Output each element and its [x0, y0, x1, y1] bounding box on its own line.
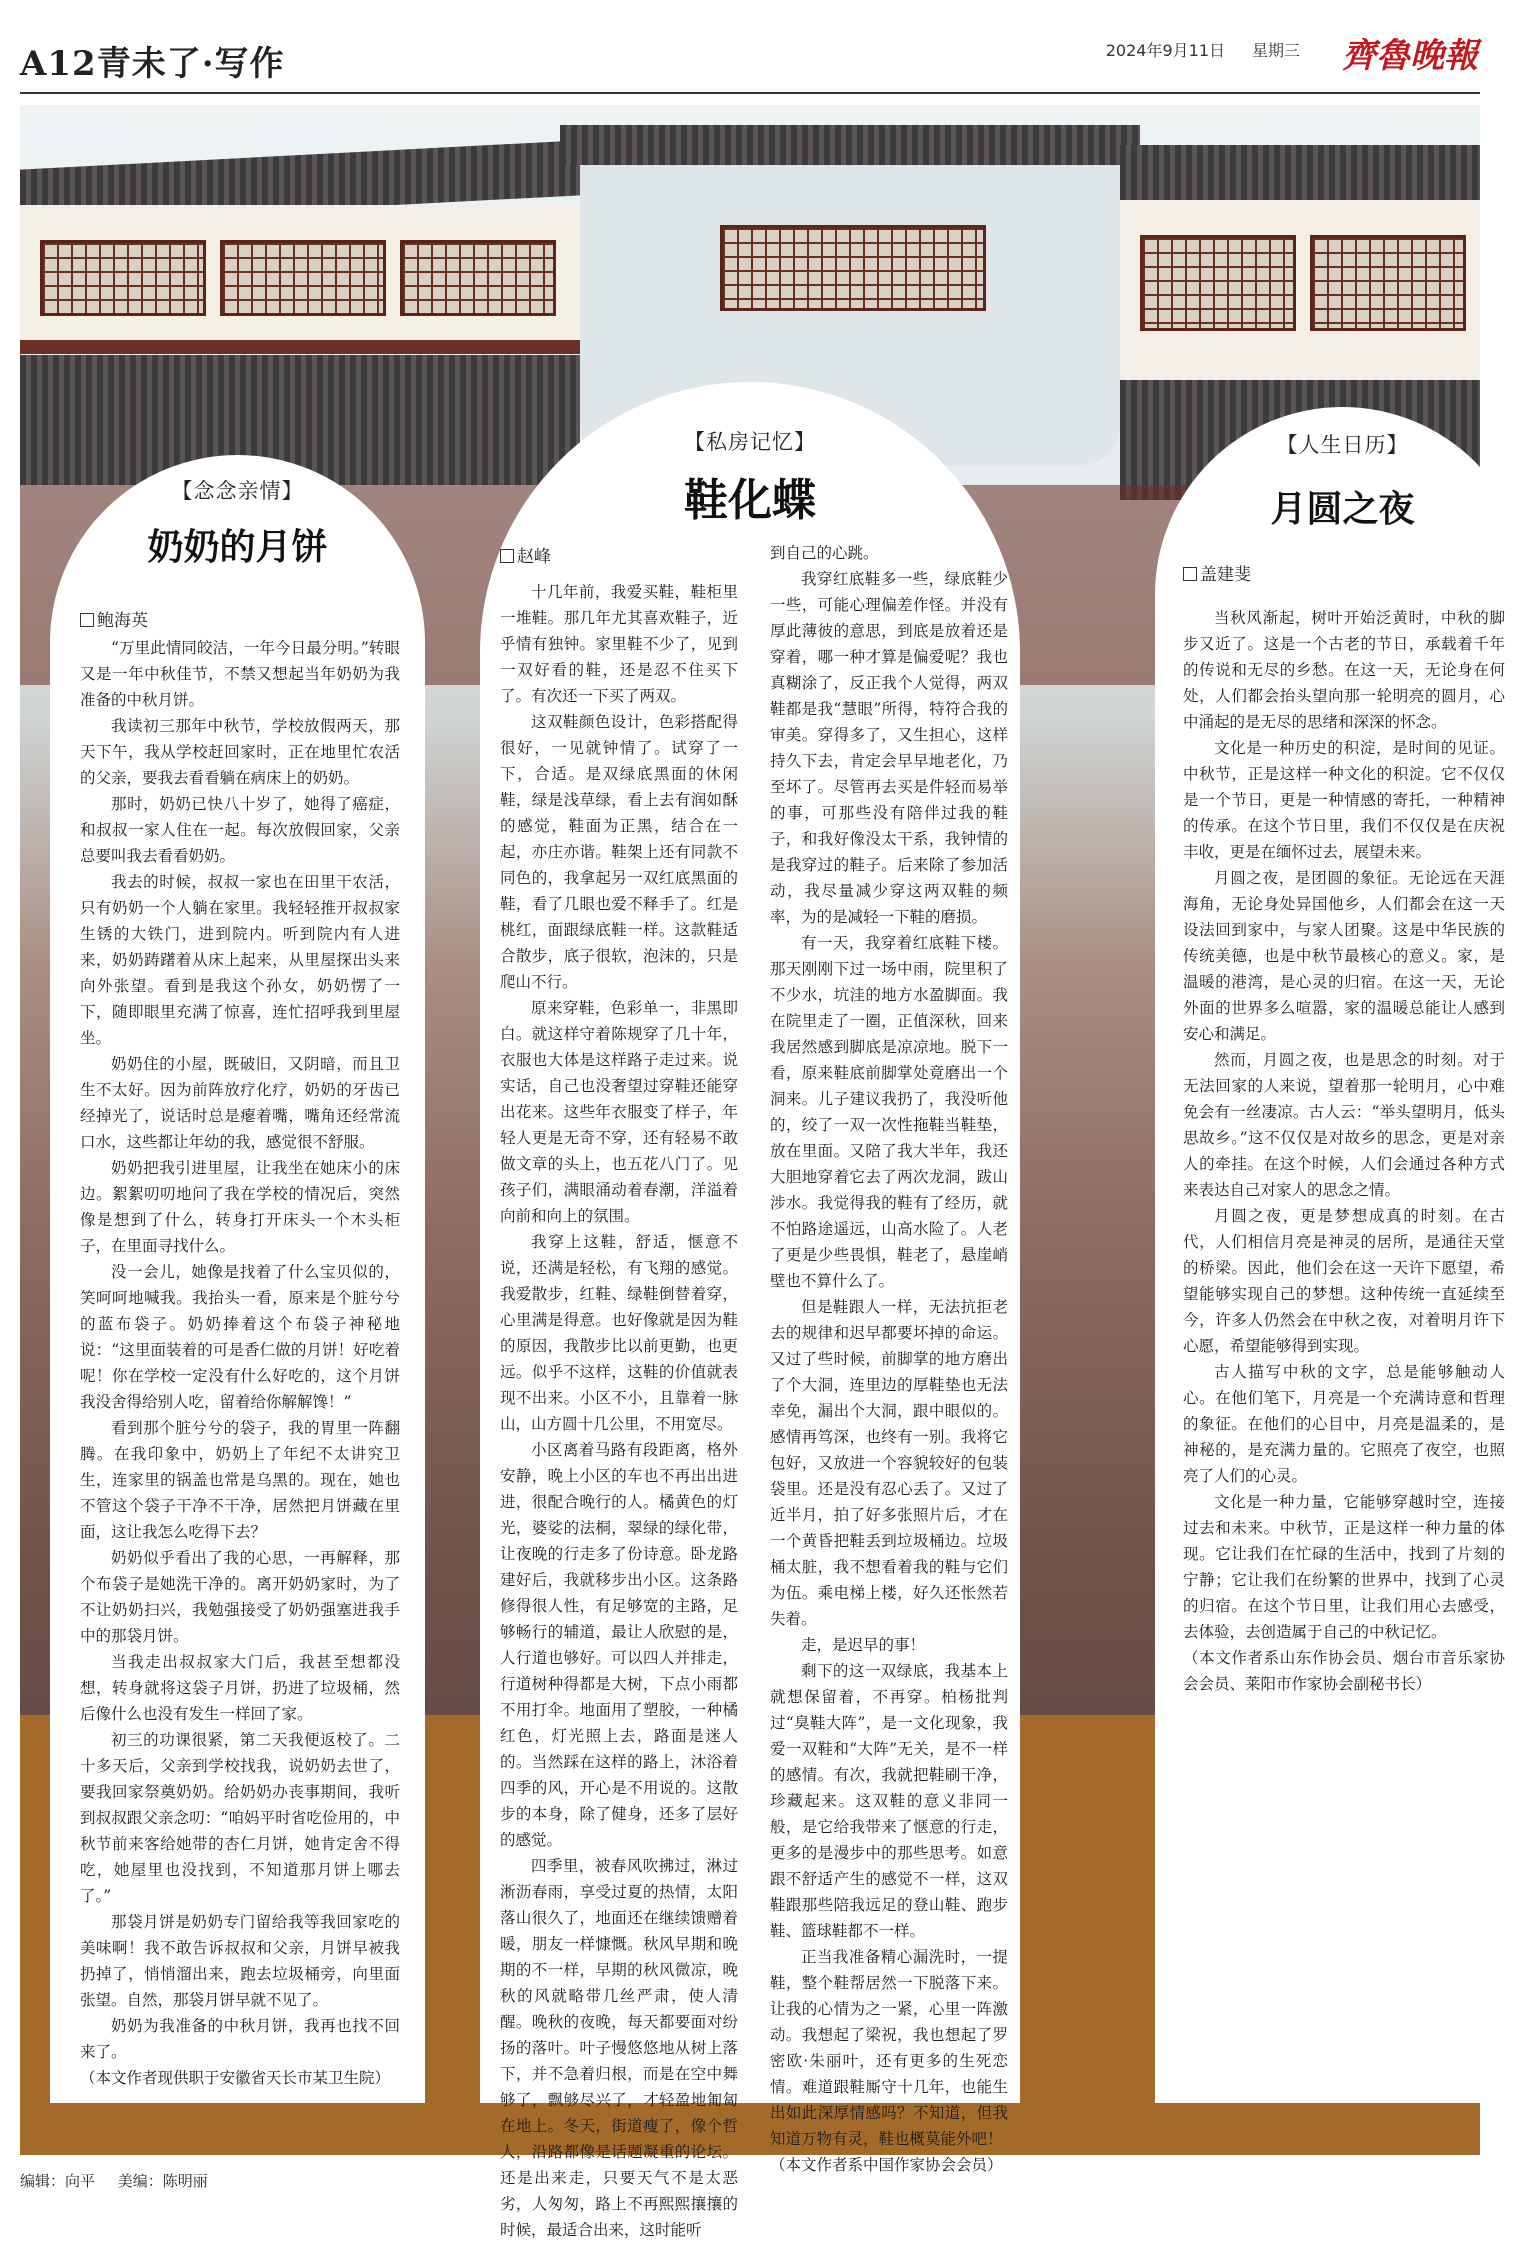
- roof-right: [1120, 145, 1480, 200]
- paragraph: 奶奶住的小屋，既破旧，又阴暗，而且卫生不太好。因为前阵放疗化疗，奶奶的牙齿已经掉光了，说话时总是瘪着嘴，嘴角还经常流口水，这些都让年幼的我，感觉很不舒服。: [80, 1055, 400, 1151]
- paragraph: 那时，奶奶已快八十岁了，她得了癌症，和叔叔一家人住在一起。每次放假回家，父亲总要叫我去看看奶奶。: [80, 795, 400, 865]
- byline: [80, 606, 425, 631]
- page-label: A12青未了·写作: [20, 44, 285, 84]
- paragraph: 我去的时候，叔叔一家也在田里干农活，只有奶奶一个人躺在家里。我轻轻推开叔叔家生锈的大铁门，进到院内。听到院内有人进来，奶奶踌躇着从床上起来，从里屋探出头来向外张望。看到是我这个孙女，奶奶愣了一下，随即眼里充满了惊喜，连忙招呼我到里屋坐。: [80, 873, 400, 1047]
- designer-credit: 美编：陈明丽: [117, 2172, 208, 2190]
- paragraph: 这双鞋颜色设计，色彩搭配得很好，一见就钟情了。试穿了一下，合适。是双绿底黑面的休闲鞋，绿是浅草绿，看上去有润如酥的感觉，鞋面为正黑，结合在一起，亦庄亦谐。鞋架上还有同款不同色的，我拿起另一双红底黑面的鞋，看了几眼也爱不释手了。红是桃红，面跟绿底鞋一样。这款鞋适合散步，底子很软，泡沫的，只是爬山不行。: [500, 713, 738, 991]
- paragraph: 奶奶把我引进里屋，让我坐在她床小的床边。絮絮叨叨地问了我在学校的情况后，突然像是想到了什么，转身打开床头一个木头柜子，在里面寻找什么。: [80, 1159, 400, 1255]
- column-tag: 【人生日历】: [1276, 433, 1409, 457]
- issue-weekday: 星期三: [1251, 41, 1300, 60]
- window-left-2: [220, 240, 386, 316]
- paragraph: 看到那个脏兮兮的袋子，我的胃里一阵翻腾。在我印象中，奶奶上了年纪不太讲究卫生，连家里的锅盖也常是乌黑的。现在，她也不管这个袋子干净不干净，居然把月饼藏在里面，这让我怎么吃得下去？: [80, 1419, 400, 1541]
- paragraph: 我穿红底鞋多一些，绿底鞋少一些，可能心理偏差作怪。并没有厚此薄彼的意思，到底是放着还是穿着，哪一种才算是偏爱呢？我也真糊涂了，反正我个人觉得，两双鞋都是我“慧眼”所得，特符合我的审美。穿得多了，又生担心，这样持久下去，肯定会早早地老化，乃至坏了。尽管再去买是件轻而易举的事，可那些没有陪伴过我的鞋子，和我好像没太干系，我钟情的是我穿过的鞋子。后来除了参加活动，我尽量减少穿这两双鞋的频率，为的是减轻一下鞋的磨损。: [770, 570, 1008, 926]
- paragraph: 然而，月圆之夜，也是思念的时刻。对于无法回家的人来说，望着那一轮明月，心中难免会有一丝凄凉。古人云：“举头望明月，低头思故乡。”这不仅仅是对故乡的思念，更是对亲人的牵挂。在这个时候，人们会通过各种方式来表达自己对家人的思念之情。: [1183, 1051, 1505, 1199]
- author-name: 赵峰: [517, 547, 551, 567]
- page-footer: [20, 2170, 226, 2191]
- column-tag: 【念念亲情】: [171, 479, 304, 503]
- issue-date: 2024年9月11日: [1105, 41, 1225, 60]
- window-left-1: [40, 240, 206, 316]
- article-column-1: [500, 542, 738, 2243]
- author-note: （本文作者系中国作家协会会员）: [770, 2156, 1003, 2174]
- paragraph: 当我走出叔叔家大门后，我甚至想都没想，转身就将这袋子月饼，扔进了垃圾桶，然后像什么也没有发生一样回了家。: [80, 1653, 400, 1723]
- paragraph: 十几年前，我爱买鞋，鞋柜里一堆鞋。那几年尤其喜欢鞋子，近乎情有独钟。家里鞋不少了，见到一双好看的鞋，还是忍不住买下了。有次还一下买了两双。: [500, 583, 738, 705]
- paragraph: 文化是一种力量，它能够穿越时空，连接过去和未来。中秋节，正是这样一种力量的体现。它让我们在忙碌的生活中，找到了片刻的宁静；它让我们在纷繁的世界中，找到了心灵的归宿。在这个节日里，让我们用心去感受，去体验，去创造属于自己的中秋记忆。: [1183, 1493, 1505, 1641]
- paragraph: 原来穿鞋，色彩单一，非黑即白。就这样守着陈规穿了几十年，衣服也大体是这样路子走过来。说实话，自己也没奢望过穿鞋还能穿出花来。这些年衣服变了样子，年轻人更是无奇不穿，还有轻易不敢做文章的头上，也五花八门了。见孩子们，满眼涌动着春潮，洋溢着向前和向上的氛围。: [500, 999, 738, 1225]
- byline-box-icon: [1183, 567, 1197, 581]
- paragraph: 剩下的这一双绿底，我基本上就想保留着，不再穿。柏杨批判过“臭鞋大阵”，是一文化现象，我爱一双鞋和“大阵”无关，是不一样的感情。有次，我就把鞋刷干净，珍藏起来。这双鞋的意义非同一般，是它给我带来了惬意的行走，更多的是漫步中的那些思考。如意跟不舒适产生的感觉不一样，这双鞋跟那些陪我远足的登山鞋、跑步鞋、篮球鞋都不一样。: [770, 1662, 1008, 1940]
- beam-left: [20, 340, 580, 354]
- editor-credit: 编辑：向平: [20, 2172, 96, 2190]
- paragraph: 月圆之夜，是团圆的象征。无论远在天涯海角，无论身处异国他乡，人们都会在这一天设法回到家中，与家人团聚。这是中华民族的传统美德，也是中秋节最核心的意义。家，是温暖的港湾，是心灵的归宿。在这一天，无论外面的世界多么喧嚣，家的温暖总能让人感到安心和满足。: [1183, 869, 1505, 1043]
- article-body: [1183, 605, 1505, 1697]
- paragraph: 古人描写中秋的文字，总是能够触动人心。在他们笔下，月亮是一个充满诗意和哲理的象征。在他们的心目中，月亮是温柔的，是神秘的，是充满力量的。它照亮了夜空，也照亮了人们的心灵。: [1183, 1363, 1505, 1485]
- article-left-panel: [50, 455, 425, 2103]
- window-right-1: [1140, 235, 1296, 331]
- byline-box-icon: [500, 549, 514, 563]
- paragraph: 文化是一种历史的积淀，是时间的见证。中秋节，正是这样一种文化的积淀。它不仅仅是一个节日，更是一种情感的寄托，一种精神的传承。在这个节日里，我们不仅仅是在庆祝丰收，更是在缅怀过去，展望未来。: [1183, 739, 1505, 861]
- paragraph: 月圆之夜，更是梦想成真的时刻。在古代，人们相信月亮是神灵的居所，是通往天堂的桥梁。因此，他们会在这一天许下愿望，希望能够实现自己的梦想。这种传统一直延续至今，许多人仍然会在中秋之夜，对着明月许下心愿，希望能够得到实现。: [1183, 1207, 1505, 1355]
- article-body: [80, 635, 400, 2091]
- paragraph: 小区离着马路有段距离，格外安静，晚上小区的车也不再出出进进，很配合晚行的人。橘黄色的灯光，婆娑的法桐，翠绿的绿化带，让夜晚的行走多了份诗意。卧龙路建好后，我就移步出小区。这条路修得很人性，有足够宽的主路，足够畅行的辅道，最让人欣慰的是，人行道也够好。可以四人并排走，行道树种得都是大树，下点小雨都不用打伞。地面用了塑胶，一种橘红色，灯光照上去，路面是迷人的。当然踩在这样的路上，沐浴着四季的风，开心是不用说的。这散步的本身，除了健身，还多了层好的感觉。: [500, 1441, 738, 1849]
- window-center: [720, 225, 986, 311]
- paragraph: 我读初三那年中秋节，学校放假两天，那天下午，我从学校赶回家时，正在地里忙农活的父亲，要我去看看躺在病床上的奶奶。: [80, 717, 400, 787]
- paragraph: 走，是迟早的事！: [801, 1636, 926, 1654]
- author-note: （本文作者现供职于安徽省天长市某卫生院）: [80, 2069, 391, 2087]
- paragraph: 那袋月饼是奶奶专门留给我等我回家吃的美味啊！我不敢告诉叔叔和父亲，月饼早被我扔掉了，悄悄溜出来，跑去垃圾桶旁，向里面张望。自然，那袋月饼早就不见了。: [80, 1913, 400, 2009]
- paragraph: 有一天，我穿着红底鞋下楼。那天刚刚下过一场中雨，院里积了不少水，坑洼的地方水盈脚面。我在院里走了一圈，正值深秋，回来我居然感到脚底是凉凉地。脱下一看，原来鞋底前脚掌处竟磨出一个洞来。儿子建议我扔了，我没听他的，绞了一双一次性拖鞋当鞋垫，放在里面。又陪了我大半年，我还大胆地穿着它去了两次龙洞，跋山涉水。我觉得我的鞋有了经历，就不怕路途遥远，山高水险了。人老了更是少些畏惧，鞋老了，悬崖峭壁也不算什么了。: [770, 934, 1008, 1290]
- roof-center: [560, 125, 1140, 165]
- author-name: 盖建斐: [1200, 565, 1251, 585]
- article-middle-column-2: [770, 540, 1008, 2178]
- article-title: 鞋化蝶: [684, 475, 816, 526]
- paragraph: 但是鞋跟人一样，无法抗拒老去的规律和迟早都要坏掉的命运。又过了些时候，前脚掌的地方磨出了个大洞，连里边的厚鞋垫也无法幸免，漏出个大洞，跟中眼似的。感情再笃深，也终有一别。我将它包好，又放进一个容貌较好的包装袋里。还是没有忍心丢了。又过了近半月，拍了好多张照片后，才在一个黄昏把鞋丢到垃圾桶边。垃圾桶太脏，我不想看着我的鞋与它们为伍。乘电梯上楼，好久还怅然若失着。: [770, 1298, 1008, 1628]
- page-header: [0, 0, 1500, 100]
- author-name: 鲍海英: [97, 611, 148, 631]
- byline: [500, 542, 738, 567]
- paragraph: 奶奶似乎看出了我的心思，一再解释，那个布袋子是她洗干净的。离开奶奶家时，为了不让奶奶扫兴，我勉强接受了奶奶强塞进我手中的那袋月饼。: [80, 1549, 400, 1645]
- author-note: （本文作者系山东作协会员、烟台市音乐家协会会员、莱阳市作家协会副秘书长）: [1183, 1649, 1505, 1693]
- column-tag: 【私房记忆】: [684, 430, 816, 454]
- paragraph: “万里此情同皎洁，一年今日最分明。”转眼又是一年中秋佳节，不禁又想起当年奶奶为我准备的中秋月饼。: [80, 639, 400, 709]
- byline-box-icon: [80, 613, 94, 627]
- paragraph: 没一会儿，她像是找着了什么宝贝似的，笑呵呵地喊我。我抬头一看，原来是个脏兮兮的蓝布袋子。奶奶捧着这个布袋子神秘地说：“这里面装着的可是香仁做的月饼！好吃着呢！你在学校一定没有什么好吃的，这个月饼我没舍得给别人吃，留着给你解解馋！”: [80, 1263, 400, 1411]
- window-right-2: [1310, 235, 1466, 331]
- window-left-3: [400, 240, 556, 316]
- byline: [1183, 560, 1530, 585]
- paragraph: 奶奶为我准备的中秋月饼，我再也找不回来了。: [80, 2017, 400, 2061]
- header-rule: [20, 92, 1480, 94]
- article-title: 奶奶的月饼: [147, 526, 328, 568]
- newspaper-masthead: 齊魯晚報: [1342, 36, 1478, 76]
- paragraph: 我穿上这鞋，舒适，惬意不说，还满是轻松，有飞翔的感觉。我爱散步，红鞋、绿鞋倒替着穿，心里满是得意。也好像就是因为鞋的原因，我散步比以前更勤，也更远。似乎不这样，这鞋的价值就表现不出来。小区不小，且靠着一脉山，山方圆十几公里，不用宽尽。: [500, 1233, 738, 1433]
- paragraph: 初三的功课很紧，第二天我便返校了。二十多天后，父亲到学校找我，说奶奶去世了，要我回家祭奠奶奶。给奶奶办丧事期间，我听到叔叔跟父亲念叨：“咱妈平时省吃俭用的，中秋节前来客给她带的杏仁月饼，她肯定舍不得吃，她屋里也没找到，不知道那月饼上哪去了。”: [80, 1731, 400, 1905]
- paragraph: 到自己的心跳。: [770, 544, 879, 562]
- article-right-panel: [1155, 407, 1530, 2103]
- article-title: 月圆之夜: [1270, 488, 1415, 530]
- paragraph: 四季里，被春风吹拂过，淋过淅沥春雨，享受过夏的热情，太阳落山很久了，地面还在继续馈赠着暖，朋友一样慷慨。秋风早期和晚期的不一样，早期的秋风微凉，晚秋的风就略带几丝严肃，使人清醒。晚秋的夜晚，每天都要面对纷扬的落叶。叶子慢悠悠地从树上落下，并不急着归根，而是在空中舞够了，飘够尽兴了，才轻盈地匍匐在地上。冬天，街道瘦了，像个哲人，沿路都像是话题凝重的论坛。还是出来走，只要天气不是太恶劣，人匆匆，路上不再熙熙攘攘的时候，最适合出来，这时能听: [500, 1857, 738, 2239]
- paragraph: 正当我准备精心漏洗时，一提鞋，整个鞋帮居然一下脱落下来。让我的心情为之一紧，心里一阵激动。我想起了梁祝，我也想起了罗密欧·朱丽叶，还有更多的生死恋情。难道跟鞋厮守十几年，也能生出如此深厚情感吗？不知道，但我知道万物有灵，鞋也概莫能外吧！: [770, 1948, 1008, 2148]
- paragraph: 当秋风渐起，树叶开始泛黄时，中秋的脚步又近了。这是一个古老的节日，承载着千年的传说和无尽的乡愁。在这一天，无论身在何处，人们都会抬头望向那一轮明亮的圆月，心中涌起的是无尽的思绪和深深的怀念。: [1183, 609, 1505, 731]
